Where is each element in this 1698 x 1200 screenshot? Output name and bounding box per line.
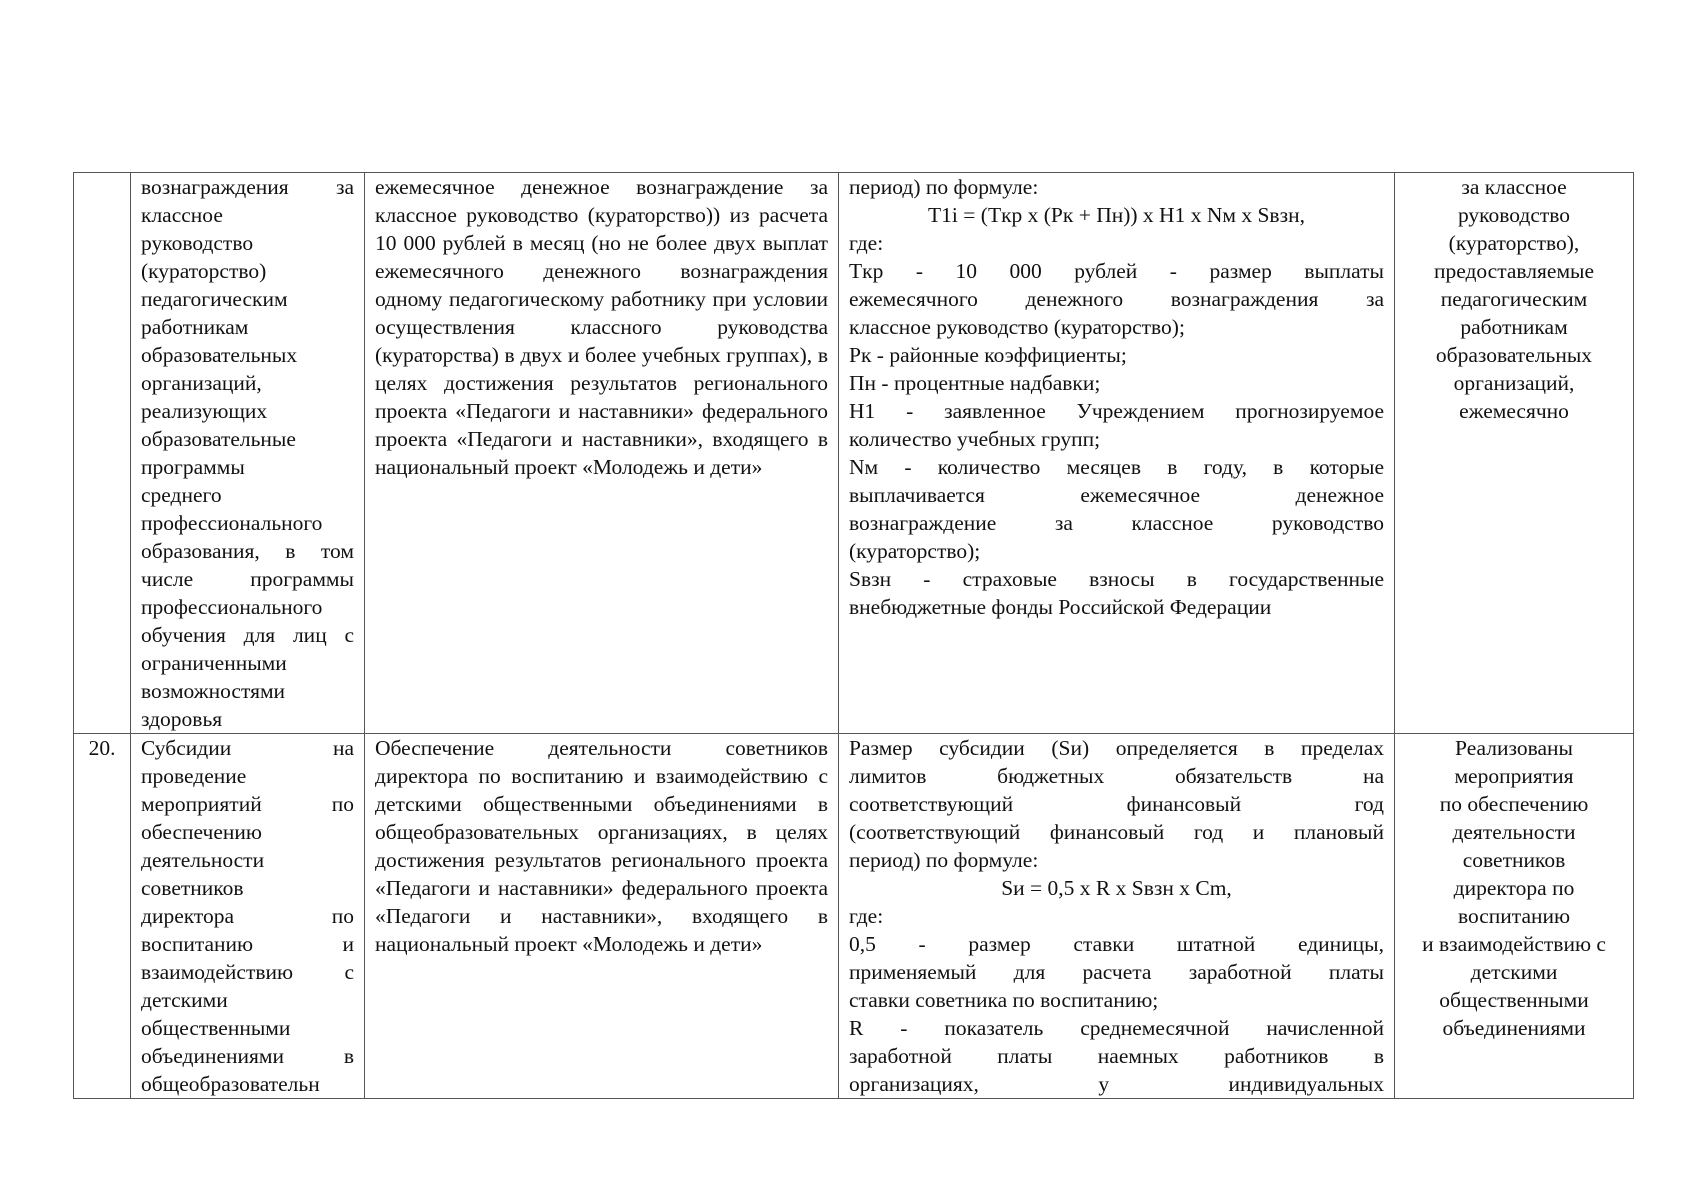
formula-line: Sвзн - страховые взносы в государственные <box>849 567 1384 591</box>
result-line: общественными <box>1439 988 1589 1012</box>
formula-line: T1i = (Tкр х (Рк + Пн)) х H1 х Nм х Sвзн, <box>928 203 1305 227</box>
subsidy-goal-cell: Обеспечение деятельности советников директора по воспитанию и взаимодействию с детскими общественными объединениями в общеобразовательных организациях, в целях достижения результатов регионального проекта «Педагоги и наставники» федерального проекта «Педагоги и наставники», входящего в национальный проект «Молодежь и дети» <box>365 734 839 1099</box>
result-line: воспитанию <box>1457 904 1571 928</box>
name-line: среднего <box>141 483 222 507</box>
row-number <box>74 173 131 734</box>
name-line: мероприятий по <box>141 792 354 816</box>
formula-line: период) по формуле: <box>849 848 1039 872</box>
result-line: организаций, <box>1453 371 1575 395</box>
subsidy-formula-cell <box>839 173 1395 734</box>
formula-line: ставки советника по воспитанию; <box>849 988 1159 1012</box>
subsidy-result-cell <box>1395 734 1634 1099</box>
name-line: классное <box>141 203 223 227</box>
name-line: числе программы <box>141 567 354 591</box>
formula-line: классное руководство (кураторство); <box>849 315 1185 339</box>
name-line: работникам <box>141 315 249 339</box>
name-line: реализующих <box>141 399 268 423</box>
formula-line: Tкр - 10 000 рублей - размер выплаты <box>849 259 1384 283</box>
formula-line: соответствующий финансовый год <box>849 792 1384 816</box>
formula-line: ежемесячного денежного вознаграждения за <box>849 287 1384 311</box>
formula-line: выплачивается ежемесячное денежное <box>849 483 1384 507</box>
name-line: здоровья <box>141 707 223 731</box>
formula-line: период) по формуле: <box>849 175 1039 199</box>
name-line: организаций, <box>141 371 262 395</box>
formula-line: R - показатель среднемесячной начисленной <box>849 1016 1384 1040</box>
subsidy-table <box>73 172 1634 1099</box>
name-line: обеспечению <box>141 820 262 844</box>
formula-line: Размер субсидии (Sи) определяется в пределах <box>849 736 1384 760</box>
name-line: ограниченными <box>141 651 287 675</box>
formula-line: заработной платы наемных работников в <box>849 1044 1384 1068</box>
result-line: и взаимодействию с <box>1422 932 1606 956</box>
formula-line: вознаграждение за классное руководство <box>849 511 1384 535</box>
result-line: по обеспечению <box>1439 792 1589 816</box>
result-line: объединениями <box>1442 1016 1586 1040</box>
table-row <box>74 734 1634 1099</box>
formula-line: применяемый для расчета заработной платы <box>849 960 1384 984</box>
formula-line: количество учебных групп; <box>849 427 1101 451</box>
name-line: общественными <box>141 1016 291 1040</box>
name-line: обучения для лиц с <box>141 623 354 647</box>
result-line: ежемесячно <box>1459 399 1569 423</box>
formula-line: (кураторство); <box>849 539 981 563</box>
result-line: руководство <box>1457 203 1571 227</box>
formula-line: организациях, у индивидуальных <box>849 1072 1384 1096</box>
subsidy-result-cell <box>1395 173 1634 734</box>
result-line: детскими <box>1470 960 1558 984</box>
formula-line: Sи = 0,5 х R х Sвзн х Cm, <box>1001 876 1232 900</box>
name-line: советников <box>141 876 244 900</box>
name-line: педагогическим <box>141 287 288 311</box>
name-line: образовательные <box>141 427 296 451</box>
result-line: предоставляемые <box>1433 259 1595 283</box>
formula-line: Nм - количество месяцев в году, в которые <box>849 455 1384 479</box>
subsidy-name-cell <box>131 734 365 1099</box>
formula-line: H1 - заявленное Учреждением прогнозируемое <box>849 399 1384 423</box>
result-line: за классное <box>1461 175 1567 199</box>
name-line: образовательных <box>141 343 298 367</box>
formula-line: Пн - процентные надбавки; <box>849 371 1101 395</box>
name-line: воспитанию и <box>141 932 354 956</box>
result-line: мероприятия <box>1454 764 1574 788</box>
name-line: детскими <box>141 988 228 1012</box>
subsidy-goal-cell: ежемесячное денежное вознаграждение за классное руководство (кураторство)) из расчета 10 000 рублей в месяц (но не более двух выплат ежемесячного денежного вознаграждения одному педагогическому работнику при условии осуществления классного руководства (кураторства) в двух и более учебных группах), в целях достижения результатов регионального проекта «Педагоги и наставники» федерального проекта «Педагоги и наставники», входящего в национальный проект «Молодежь и дети» <box>365 173 839 734</box>
row-number: 20. <box>74 734 131 1099</box>
name-line: общеобразовательн <box>141 1072 320 1096</box>
name-line: руководство <box>141 231 254 255</box>
name-line: объединениями в <box>141 1044 354 1068</box>
name-line: образования, в том <box>141 539 354 563</box>
result-line: директора по <box>1453 876 1575 900</box>
formula-line: (соответствующий финансовый год и плановый <box>849 820 1384 844</box>
name-line: директора по <box>141 904 354 928</box>
name-line: деятельности <box>141 848 265 872</box>
table-row <box>74 173 1634 734</box>
name-line: вознаграждения за <box>141 175 354 199</box>
name-line: Субсидии на <box>141 736 354 760</box>
result-line: педагогическим <box>1440 287 1588 311</box>
formula-line: лимитов бюджетных обязательств на <box>849 764 1384 788</box>
formula-line: где: <box>849 904 884 928</box>
name-line: возможностями <box>141 679 286 703</box>
name-line: профессионального <box>141 511 323 535</box>
name-line: профессионального <box>141 595 323 619</box>
result-line: Реализованы <box>1455 736 1573 760</box>
name-line: проведение <box>141 764 247 788</box>
formula-line: где: <box>849 231 884 255</box>
formula-line: 0,5 - размер ставки штатной единицы, <box>849 932 1384 956</box>
subsidy-name-cell <box>131 173 365 734</box>
result-line: образовательных <box>1435 343 1593 367</box>
result-line: советников <box>1462 848 1566 872</box>
name-line: взаимодействию с <box>141 960 354 984</box>
name-line: программы <box>141 455 245 479</box>
result-line: работникам <box>1460 315 1568 339</box>
formula-line: Рк - районные коэффициенты; <box>849 343 1127 367</box>
subsidy-formula-cell <box>839 734 1395 1099</box>
result-line: (кураторство), <box>1448 231 1580 255</box>
name-line: (кураторство) <box>141 259 267 283</box>
result-line: деятельности <box>1452 820 1576 844</box>
formula-line: внебюджетные фонды Российской Федерации <box>849 595 1272 619</box>
